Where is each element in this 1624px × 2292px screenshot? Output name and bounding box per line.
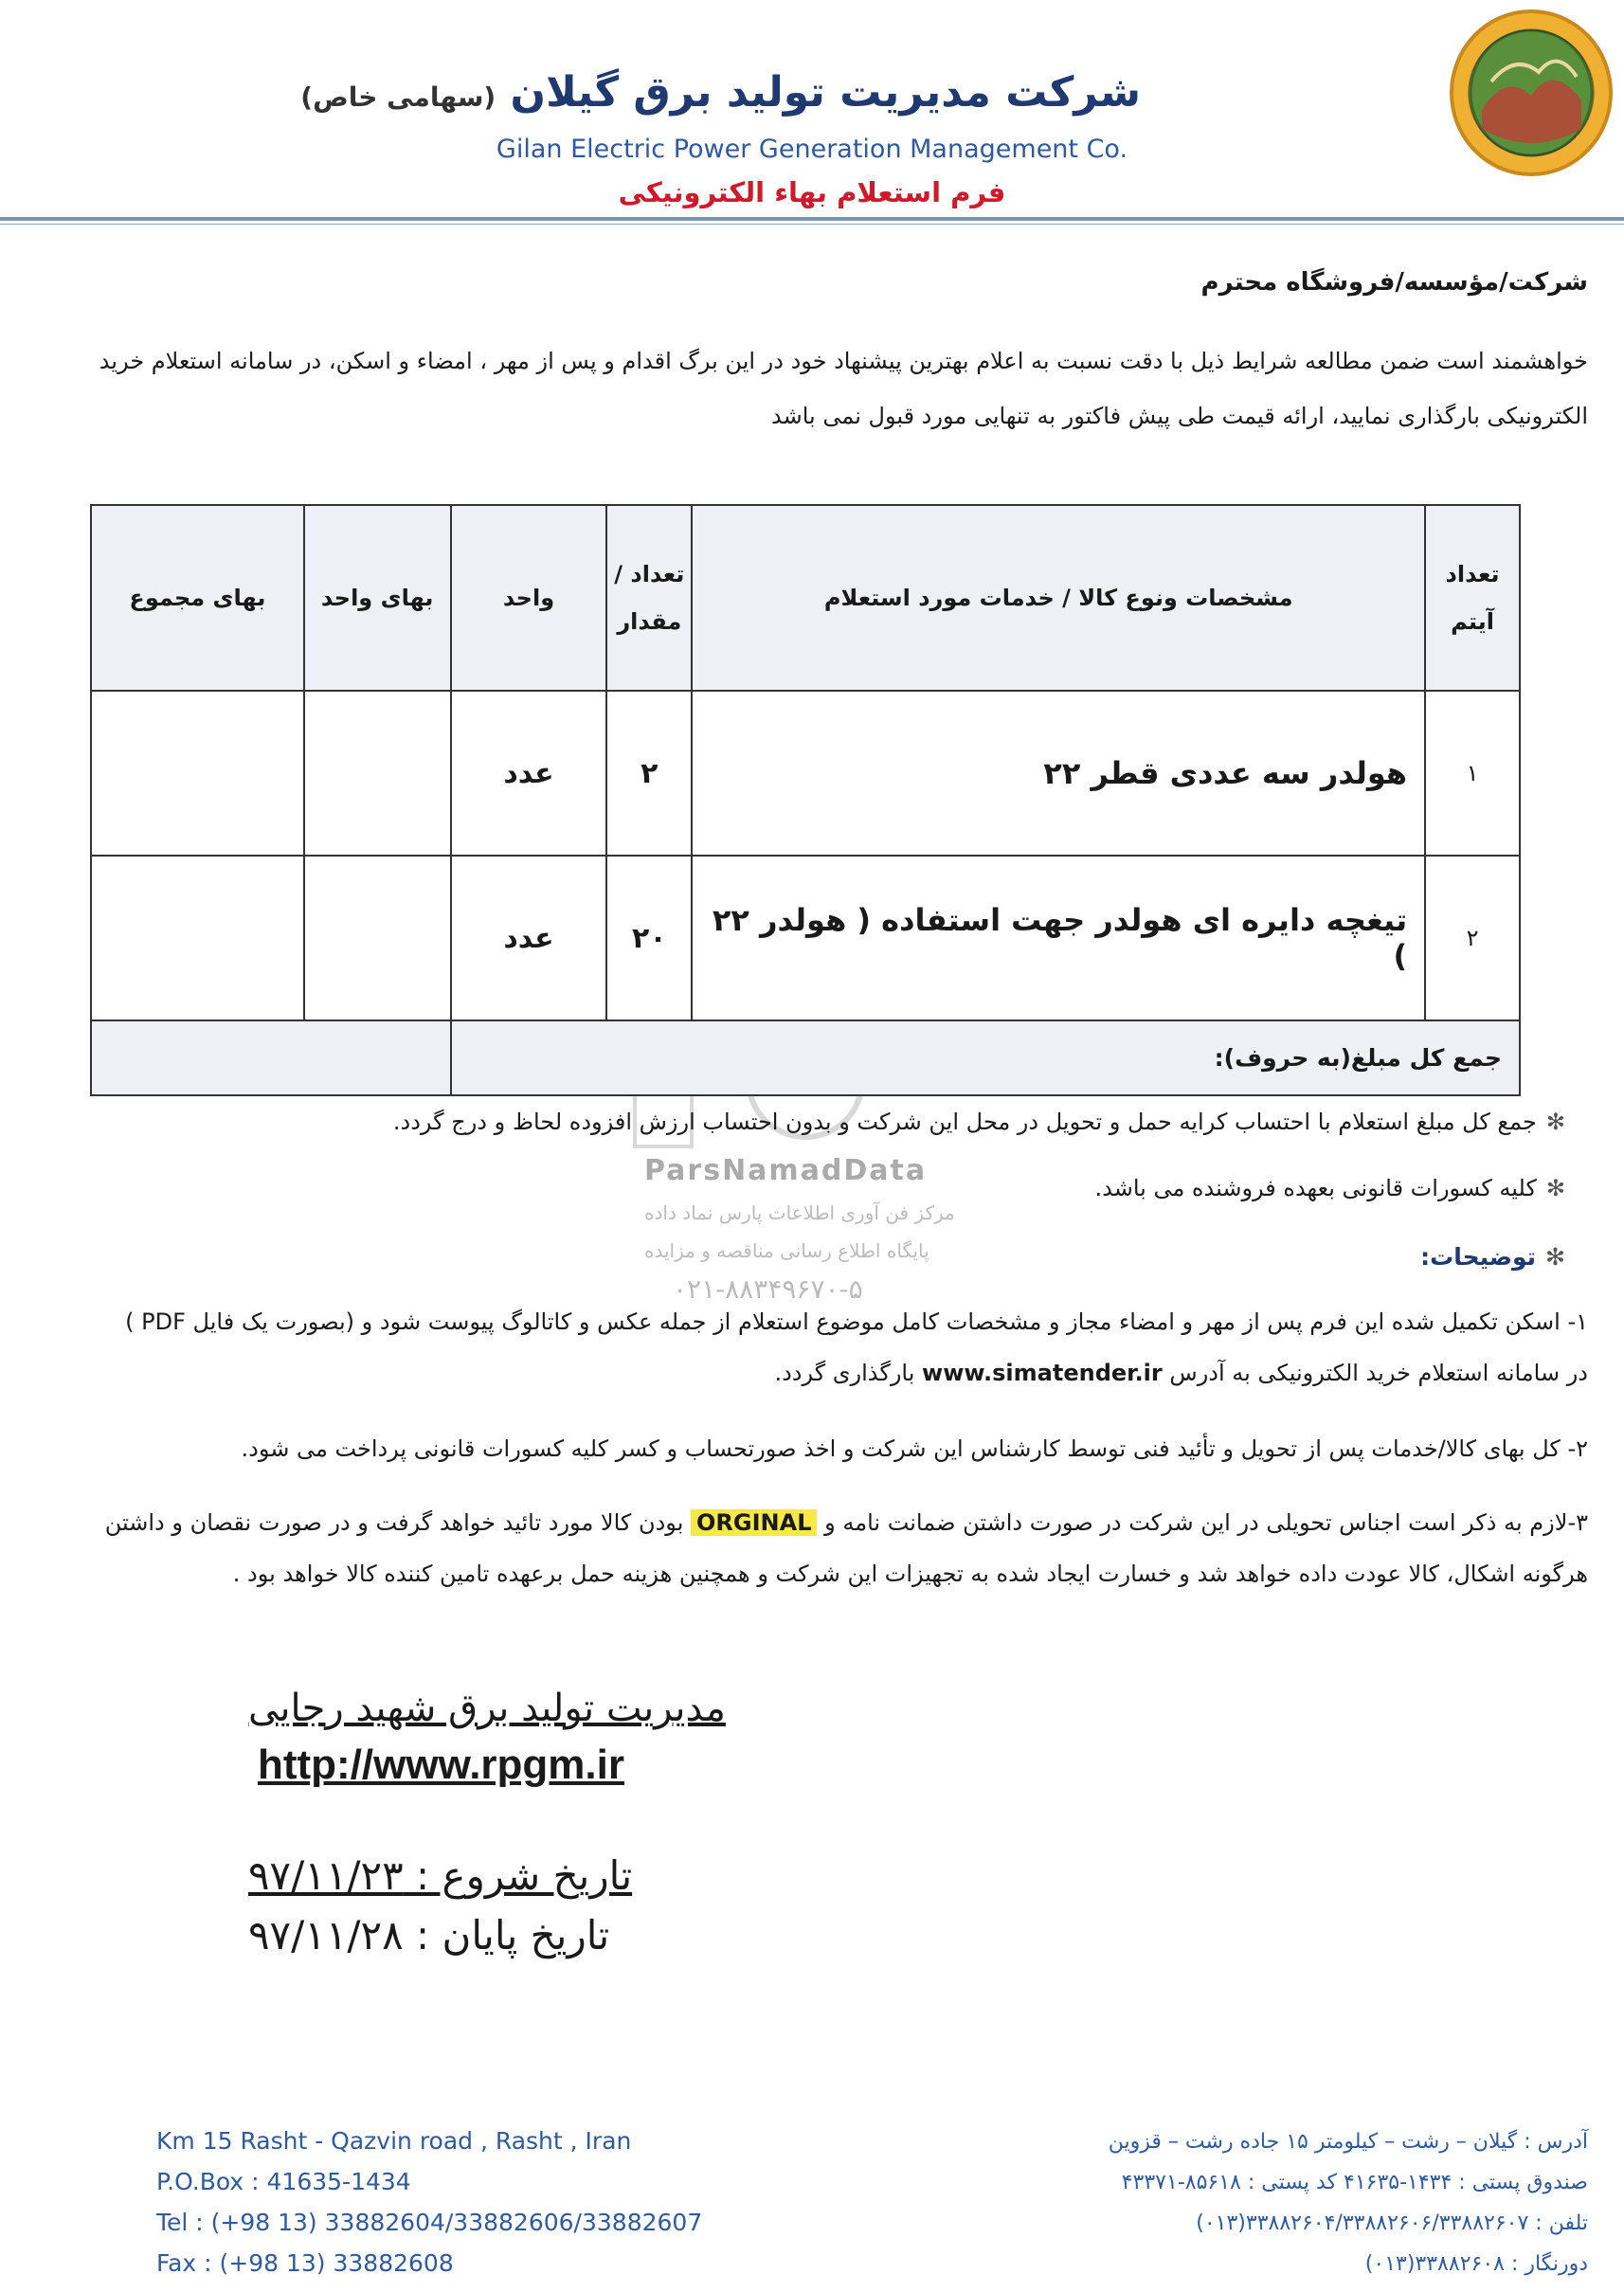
end-date: تاریخ پایان : ۹۷/۱۱/۲۸ [248, 1912, 610, 1958]
note-item-1-line2 [15, 1347, 1588, 1399]
simatender-link[interactable]: www.simatender.ir [922, 1360, 1163, 1386]
salutation: شرکت/مؤسسه/فروشگاه محترم [1200, 268, 1588, 297]
note-bullet-2-text: کلیه کسورات قانونی بعهده فروشنده می باشد. [1094, 1175, 1537, 1201]
asterisk-icon: ✻ [1545, 1109, 1565, 1135]
company-name-english: Gilan Electric Power Generation Management Co. [496, 135, 1128, 164]
total-row [91, 1020, 1520, 1095]
note-item-3-suffix: بودن کالا مورد تائید خواهد گرفت و در صورت نقصان و داشتن [104, 1509, 684, 1536]
watermark-line2: پایگاه اطلاع رسانی مناقصه و مزایده [644, 1239, 929, 1262]
note-item-1-prefix: در سامانه استعلام خرید الکترونیکی به آدرس [1169, 1360, 1588, 1386]
footer-fax-en: Fax : (+98 13) 33882608 [156, 2249, 454, 2277]
form-title: فرم استعلام بهاء الکترونیکی [618, 176, 1006, 208]
footer-tel-en: Tel : (+98 13) 33882604/33882606/33882607 [156, 2209, 703, 2236]
watermark-line1: مرکز فن آوری اطلاعات پارس نماد داده [644, 1201, 955, 1224]
footer-address-fa: آدرس : گیلان – رشت – کیلومتر ۱۵ جاده رشت – قزوین [1108, 2130, 1588, 2154]
header-description: مشخصات ونوع کالا / خدمات مورد استعلام [692, 505, 1425, 691]
footer-pobox-en: P.O.Box : 41635-1434 [156, 2168, 411, 2195]
asterisk-icon: ✻ [1545, 1175, 1565, 1201]
row-number: ۱ [1425, 691, 1520, 856]
asterisk-icon: ✻ [1545, 1243, 1565, 1271]
header-item-count: تعداد آیتم [1425, 505, 1520, 691]
note-item-1-suffix: بارگذاری گردد. [774, 1360, 915, 1386]
header-quantity: تعداد / مقدار [606, 505, 692, 691]
header-unit: واحد [451, 505, 607, 691]
header-unit-price: بهای واحد [304, 505, 451, 691]
note-item-3-line2: هرگونه اشکال، کالا عودت داده خواهد شد و خسارت ایجاد شده به تجهیزات این شرکت و همچنین هزینه حمل برعهده تامین کننده کالا خواهد بود . [232, 1561, 1588, 1587]
rpgm-link[interactable]: http://www.rpgm.ir [258, 1742, 624, 1788]
intro-paragraph: خواهشمند است ضمن مطالعه شرایط ذیل با دقت نسبت به اعلام بهترین پیشنهاد خود در این برگ اقدام و پس از مهر ، امضاء و اسکن، در سامانه استعلام خرید الکترونیکی بارگذاری نمایید، ارائه قیمت طی پیش فاکتور به تنهایی مورد قبول نمی باشد [99, 348, 1588, 429]
row-unit-price[interactable] [304, 691, 451, 856]
row-description: تیغچه دایره ای هولدر جهت استفاده ( هولدر ۲۲ ) [692, 856, 1425, 1020]
row-unit: عدد [451, 691, 607, 856]
row-quantity: ۲ [606, 691, 692, 856]
inquiry-table [90, 504, 1521, 1096]
table-row [91, 856, 1520, 1020]
note-item-3-prefix: ۳-لازم به ذکر است اجناس تحویلی در این شرکت در صورت داشتن ضمانت نامه و [824, 1509, 1588, 1536]
notes-title [1420, 1243, 1565, 1271]
original-highlight: ORGINAL [691, 1509, 817, 1536]
total-value[interactable] [91, 1020, 451, 1095]
note-bullet-2 [1094, 1175, 1565, 1201]
company-seal-logo [1449, 6, 1615, 186]
footer-fax-fa: دورنگار : ۳۳۸۸۲۶۰۸(۰۱۳) [1364, 2252, 1588, 2276]
table-row [91, 691, 1520, 856]
table-header-row [91, 505, 1520, 691]
row-quantity: ۲۰ [606, 856, 692, 1020]
start-date: تاریخ شروع : ۹۷/۱۱/۲۳ [248, 1852, 633, 1899]
header-total-price: بهای مجموع [91, 505, 304, 691]
row-description: هولدر سه عددی قطر ۲۲ [692, 691, 1425, 856]
note-item-1 [15, 1296, 1588, 1399]
note-item-1-line1: ۱- اسکن تکمیل شده این فرم پس از مهر و امضاء مجاز و مشخصات کامل موضوع استعلام از جمله عکس و کاتالوگ پیوست شود و (بصورت یک فایل PDF ) [125, 1308, 1588, 1335]
row-total-price[interactable] [91, 691, 304, 856]
notes-title-text: توضیحات: [1420, 1243, 1537, 1271]
row-number: ۲ [1425, 856, 1520, 1020]
note-item-3 [15, 1497, 1588, 1599]
row-unit: عدد [451, 856, 607, 1020]
row-total-price[interactable] [91, 856, 304, 1020]
note-bullet-1 [393, 1109, 1565, 1135]
header-divider [0, 217, 1624, 221]
watermark-brand: ParsNamadData [644, 1154, 928, 1187]
row-unit-price[interactable] [304, 856, 451, 1020]
watermark-phone: ۰۲۱-۸۸۳۴۹۶۷۰-۵ [673, 1273, 863, 1305]
footer-pobox-fa: صندوق پستی : ۱۴۳۴-۴۱۶۳۵ کد پستی : ۸۵۶۱۸-۴۳۳۷۱ [1121, 2171, 1588, 2194]
note-item-2: ۲- کل بهای کالا/خدمات پس از تحویل و تأئید فنی توسط کارشناس این شرکت و اخذ صورتحساب و کسر کلیه کسورات قانونی پرداخت می شود. [241, 1435, 1588, 1462]
footer-tel-fa: تلفن : ۳۳۸۸۲۶۰۴/۳۳۸۸۲۶۰۶/۳۳۸۸۲۶۰۷(۰۱۳) [1196, 2211, 1588, 2235]
company-type: (سهامی خاص) [300, 81, 496, 113]
total-label: جمع کل مبلغ(به حروف): [451, 1020, 1520, 1095]
company-name-text: شرکت مدیریت تولید برق گیلان [510, 68, 1141, 117]
note-bullet-1-text: جمع کل مبلغ استعلام با احتساب کرایه حمل و تحویل در محل این شرکت و بدون احتساب ارزش افزوده لحاظ و درج گردد. [392, 1109, 1537, 1135]
note-item-3-line1 [15, 1497, 1588, 1548]
header-divider-thin [0, 224, 1624, 225]
company-name [300, 68, 1141, 117]
footer-address-en: Km 15 Rasht - Qazvin road , Rasht , Iran [156, 2127, 632, 2155]
signature-name: مدیریت تولید برق شهید رجایی [248, 1687, 726, 1730]
